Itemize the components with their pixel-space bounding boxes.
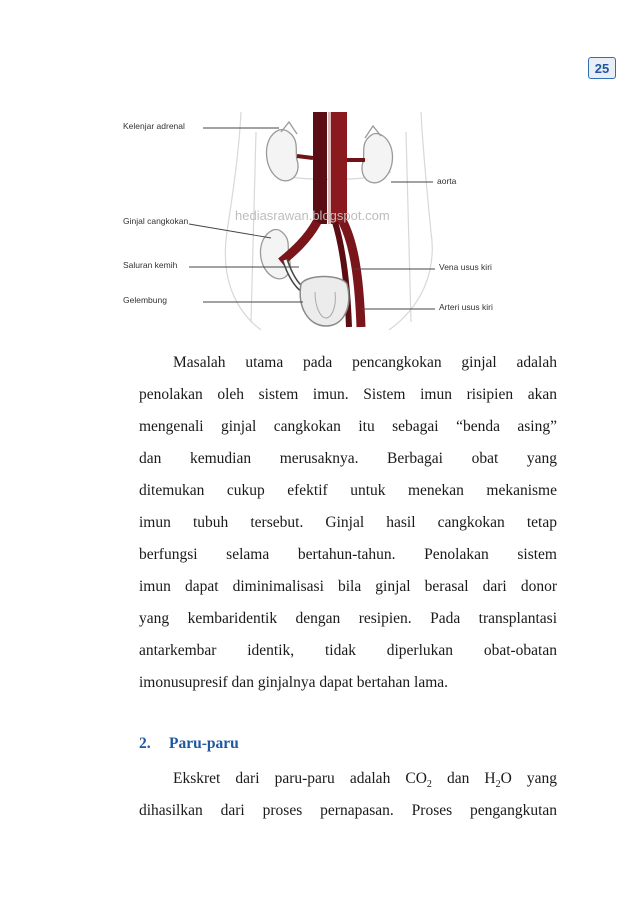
section-title: Paru-paru bbox=[169, 735, 239, 752]
paragraph-line: Masalah utama pada pencangkokan ginjal adalah bbox=[173, 354, 557, 371]
subscript: 2 bbox=[495, 779, 501, 791]
paragraph-line: antarkembar identik, tidak diperlukan obat-obatan bbox=[139, 642, 557, 659]
label-ginjal-cangkokan: Ginjal cangkokan bbox=[123, 216, 189, 226]
label-saluran-kemih: Saluran kemih bbox=[123, 260, 178, 270]
label-aorta: aorta bbox=[437, 176, 457, 186]
paragraph-line: imun tubuh tersebut. Ginjal hasil cangkokan tetap bbox=[139, 514, 557, 531]
watermark: hediasrawan.blogspot.com bbox=[235, 208, 390, 223]
label-gelembung: Gelembung bbox=[123, 295, 167, 305]
paragraph-kidney-transplant bbox=[139, 347, 557, 699]
paragraph-line: penolakan oleh sistem imun. Sistem imun risipien akan bbox=[139, 386, 557, 403]
paragraph-line: berfungsi selama bertahun-tahun. Penolakan sistem bbox=[139, 546, 557, 563]
subscript: 2 bbox=[426, 779, 432, 791]
paragraph-line: mengenali ginjal cangkokan itu sebagai “benda asing” bbox=[139, 418, 557, 435]
paragraph-line: imonusupresif dan ginjalnya dapat bertahan lama. bbox=[139, 674, 449, 691]
label-arteri-usus-kiri: Arteri usus kiri bbox=[439, 302, 493, 312]
paragraph-line: ditemukan cukup efektif untuk menekan mekanisme bbox=[139, 482, 557, 499]
page-number: 25 bbox=[588, 57, 616, 79]
label-vena-usus-kiri: Vena usus kiri bbox=[439, 262, 492, 272]
text-run: dan H bbox=[431, 770, 496, 787]
paragraph-lungs bbox=[139, 763, 557, 827]
paragraph-line: dan kemudian merusaknya. Berbagai obat yang bbox=[139, 450, 557, 467]
kidney-transplant-figure bbox=[121, 112, 521, 330]
paragraph-line bbox=[139, 763, 557, 795]
text-run: O yang bbox=[500, 770, 557, 787]
section-heading bbox=[139, 735, 239, 753]
paragraph-line: dihasilkan dari proses pernapasan. Proses pengangkutan bbox=[139, 802, 557, 819]
text-run: Ekskret dari paru-paru adalah CO bbox=[173, 770, 427, 787]
paragraph-line: yang kembaridentik dengan resipien. Pada transplantasi bbox=[139, 610, 557, 627]
section-number: 2. bbox=[139, 735, 151, 752]
paragraph-line: imun dapat diminimalisasi bila ginjal berasal dari donor bbox=[139, 578, 557, 595]
label-kelenjar-adrenal: Kelenjar adrenal bbox=[123, 121, 185, 131]
